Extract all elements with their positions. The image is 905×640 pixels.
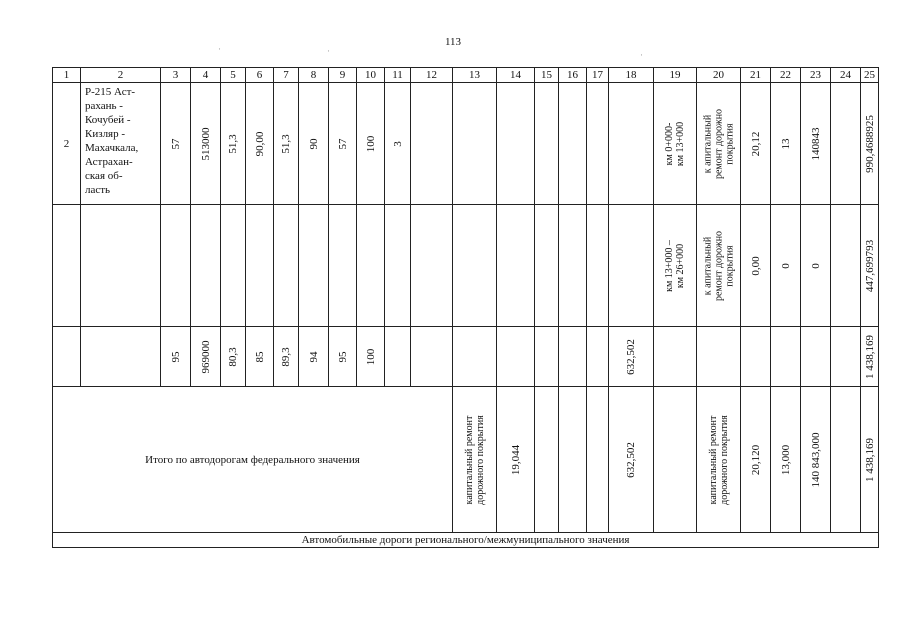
cell-16	[559, 205, 587, 327]
cell-16	[559, 387, 587, 533]
cell-6: 85	[246, 327, 274, 387]
cell-25: 1 438,169	[861, 327, 879, 387]
cell-9: 95	[329, 327, 357, 387]
cell-23: 0	[801, 205, 831, 327]
cell-23: 140 843,000	[801, 387, 831, 533]
page-number: 113	[444, 36, 462, 48]
col-header: 11	[385, 68, 411, 83]
col-header: 15	[535, 68, 559, 83]
cell-14	[497, 83, 535, 205]
col-header: 14	[497, 68, 535, 83]
cell-11: 3	[385, 83, 411, 205]
cell-18: 632,502	[609, 387, 654, 533]
cell-7: 51,3	[274, 83, 299, 205]
cell-20	[697, 327, 741, 387]
col-header: 22	[771, 68, 801, 83]
cell-1	[53, 205, 81, 327]
col-header: 19	[654, 68, 697, 83]
cell-4: 513000	[191, 83, 221, 205]
col-header: 7	[274, 68, 299, 83]
cell-17	[587, 83, 609, 205]
table-row	[53, 205, 879, 327]
section-row	[53, 533, 879, 548]
cell-21: 20,120	[741, 387, 771, 533]
cell-16	[559, 327, 587, 387]
col-header: 10	[357, 68, 385, 83]
cell-5: 51,3	[221, 83, 246, 205]
table-row	[53, 83, 879, 205]
cell-22	[771, 327, 801, 387]
cell-10: 100	[357, 327, 385, 387]
cell-11	[385, 205, 411, 327]
cell-21: 0,00	[741, 205, 771, 327]
col-header: 3	[161, 68, 191, 83]
col-header: 2	[81, 68, 161, 83]
cell-14	[497, 327, 535, 387]
col-header: 24	[831, 68, 861, 83]
cell-18: 632,502	[609, 327, 654, 387]
cell-12	[411, 205, 453, 327]
cell-20: к апитальный ремонт дорожно покрытия	[697, 205, 741, 327]
scan-speck: ·	[640, 50, 643, 60]
cell-8	[299, 205, 329, 327]
cell-7	[274, 205, 299, 327]
cell-13	[453, 83, 497, 205]
cell-21	[741, 327, 771, 387]
row-number: 2	[53, 83, 81, 205]
cell-13	[453, 327, 497, 387]
total-row	[53, 387, 879, 533]
cell-24	[831, 205, 861, 327]
cell-8: 94	[299, 327, 329, 387]
col-header: 5	[221, 68, 246, 83]
cell-5	[221, 205, 246, 327]
cell-13: капитальный ремонт дорожного покрытия	[453, 387, 497, 533]
col-header: 13	[453, 68, 497, 83]
cell-23	[801, 327, 831, 387]
scan-speck: ·	[327, 46, 330, 56]
cell-1	[53, 327, 81, 387]
cell-3: 95	[161, 327, 191, 387]
col-header: 9	[329, 68, 357, 83]
col-header: 21	[741, 68, 771, 83]
cell-22: 13	[771, 83, 801, 205]
cell-25: 990,4688925	[861, 83, 879, 205]
cell-3: 57	[161, 83, 191, 205]
cell-24	[831, 387, 861, 533]
cell-23: 140843	[801, 83, 831, 205]
cell-19: км 0+000- км 13+000	[654, 83, 697, 205]
cell-9: 57	[329, 83, 357, 205]
cell-21: 20,12	[741, 83, 771, 205]
cell-19: км 13+000 – км 26+000	[654, 205, 697, 327]
cell-14	[497, 205, 535, 327]
cell-19	[654, 387, 697, 533]
col-header: 4	[191, 68, 221, 83]
cell-4	[191, 205, 221, 327]
cell-17	[587, 327, 609, 387]
header-row	[53, 68, 879, 83]
table-row	[53, 327, 879, 387]
cell-5: 80,3	[221, 327, 246, 387]
cell-25: 1 438,169	[861, 387, 879, 533]
cell-14: 19,044	[497, 387, 535, 533]
cell-15	[535, 205, 559, 327]
cell-8: 90	[299, 83, 329, 205]
col-header: 20	[697, 68, 741, 83]
col-header: 17	[587, 68, 609, 83]
col-header: 8	[299, 68, 329, 83]
cell-24	[831, 83, 861, 205]
cell-15	[535, 83, 559, 205]
cell-16	[559, 83, 587, 205]
cell-22: 13,000	[771, 387, 801, 533]
cell-10: 100	[357, 83, 385, 205]
cell-9	[329, 205, 357, 327]
cell-10	[357, 205, 385, 327]
cell-17	[587, 387, 609, 533]
total-label: Итого по автодорогам федерального значения	[53, 387, 453, 533]
col-header: 16	[559, 68, 587, 83]
col-header: 23	[801, 68, 831, 83]
cell-22: 0	[771, 205, 801, 327]
cell-24	[831, 327, 861, 387]
cell-7: 89,3	[274, 327, 299, 387]
cell-2	[81, 205, 161, 327]
cell-6	[246, 205, 274, 327]
col-header: 1	[53, 68, 81, 83]
col-header: 6	[246, 68, 274, 83]
col-header: 25	[861, 68, 879, 83]
cell-3	[161, 205, 191, 327]
cell-15	[535, 327, 559, 387]
cell-25: 447,699793	[861, 205, 879, 327]
col-header: 12	[411, 68, 453, 83]
cell-18	[609, 83, 654, 205]
cell-18	[609, 205, 654, 327]
cell-20: к апитальный ремонт дорожно покрытия	[697, 83, 741, 205]
cell-17	[587, 205, 609, 327]
cell-2	[81, 327, 161, 387]
scan-speck: ·	[218, 44, 221, 54]
cell-19	[654, 327, 697, 387]
cell-15	[535, 387, 559, 533]
data-table	[52, 67, 879, 548]
col-header: 18	[609, 68, 654, 83]
cell-12	[411, 83, 453, 205]
cell-12	[411, 327, 453, 387]
section-title: Автомобильные дороги регионального/межмуниципального значения	[53, 533, 879, 548]
cell-4: 969000	[191, 327, 221, 387]
cell-20: капитальный ремонт дорожного покрытия	[697, 387, 741, 533]
cell-11	[385, 327, 411, 387]
road-name: Р-215 Аст- рахань - Кочубей - Кизляр - Махачкала, Астрахан- ская об- ласть	[81, 83, 161, 205]
cell-6: 90,00	[246, 83, 274, 205]
cell-13	[453, 205, 497, 327]
